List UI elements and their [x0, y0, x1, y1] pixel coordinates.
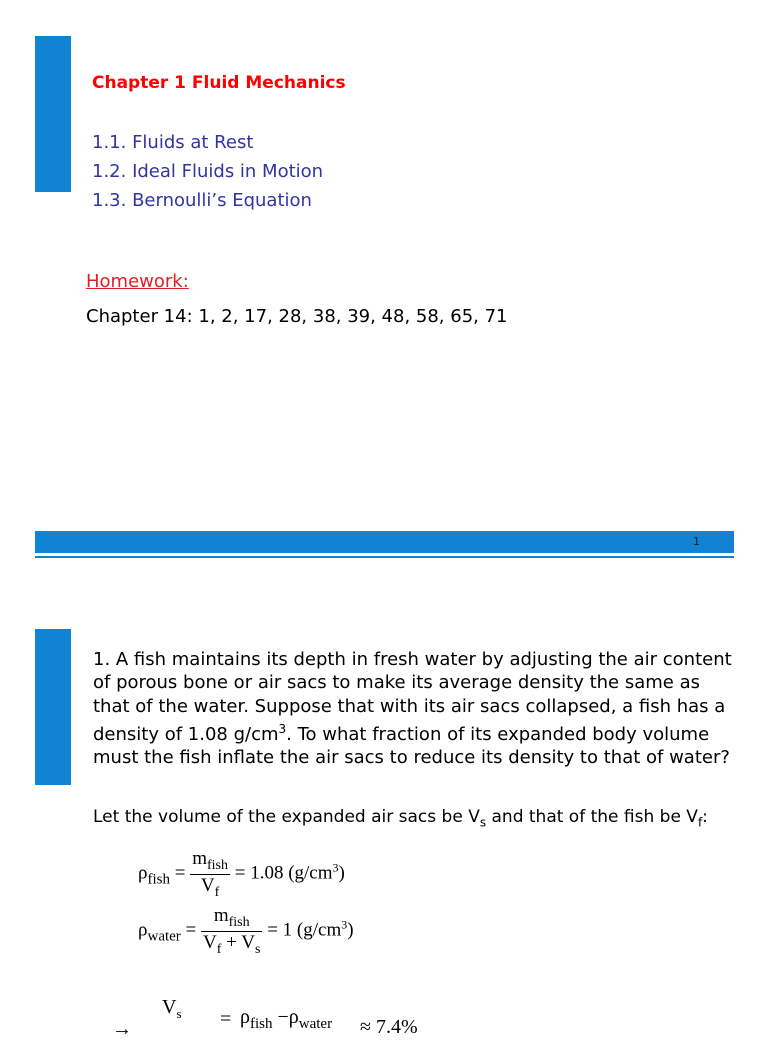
slide2-accent-bar — [35, 629, 71, 785]
equation-water-density: $\rho_{water}$ = $\frac{m_{fish}}{V_f + V_s}$ = 1 $(g/cm^3)$ — [138, 905, 354, 957]
slide1-title: Chapter 1 Fluid Mechanics — [92, 73, 346, 93]
slide1-footer-bar — [35, 531, 734, 553]
page-number: 1 — [693, 535, 700, 548]
problem-statement: 1. A fish maintains its depth in fresh water by adjusting the air content of porous bone or air sacs to make its average density the same as that of the water. Suppose that with its air sacs collapsed, a fish has a density of 1.08 $g/cm^3$. To what fraction of its expanded body volume must the fish inflate the air sacs to reduce its density to that of water? — [93, 649, 732, 769]
section-item: 1.2. Ideal Fluids in Motion — [92, 161, 324, 182]
section-list — [92, 128, 323, 215]
slide1-footer-line — [35, 556, 734, 558]
variable-definition: Let the volume of the expanded air sacs be $V_s$ and that of the fish be $V_f$: — [93, 807, 708, 830]
section-item: 1.3. Bernoulli’s Equation — [92, 190, 312, 211]
slide1-accent-bar — [35, 36, 71, 192]
equation-fish-density: $\rho_{fish}$ = $\frac{m_{fish}}{V_f}$ = 1.08 $(g/cm^3)$ — [138, 848, 345, 900]
homework-label: Homework: — [86, 271, 189, 292]
section-item: 1.1. Fluids at Rest — [92, 132, 254, 153]
homework-text: Chapter 14: 1, 2, 17, 28, 38, 39, 48, 58, 65, 71 — [86, 306, 508, 327]
